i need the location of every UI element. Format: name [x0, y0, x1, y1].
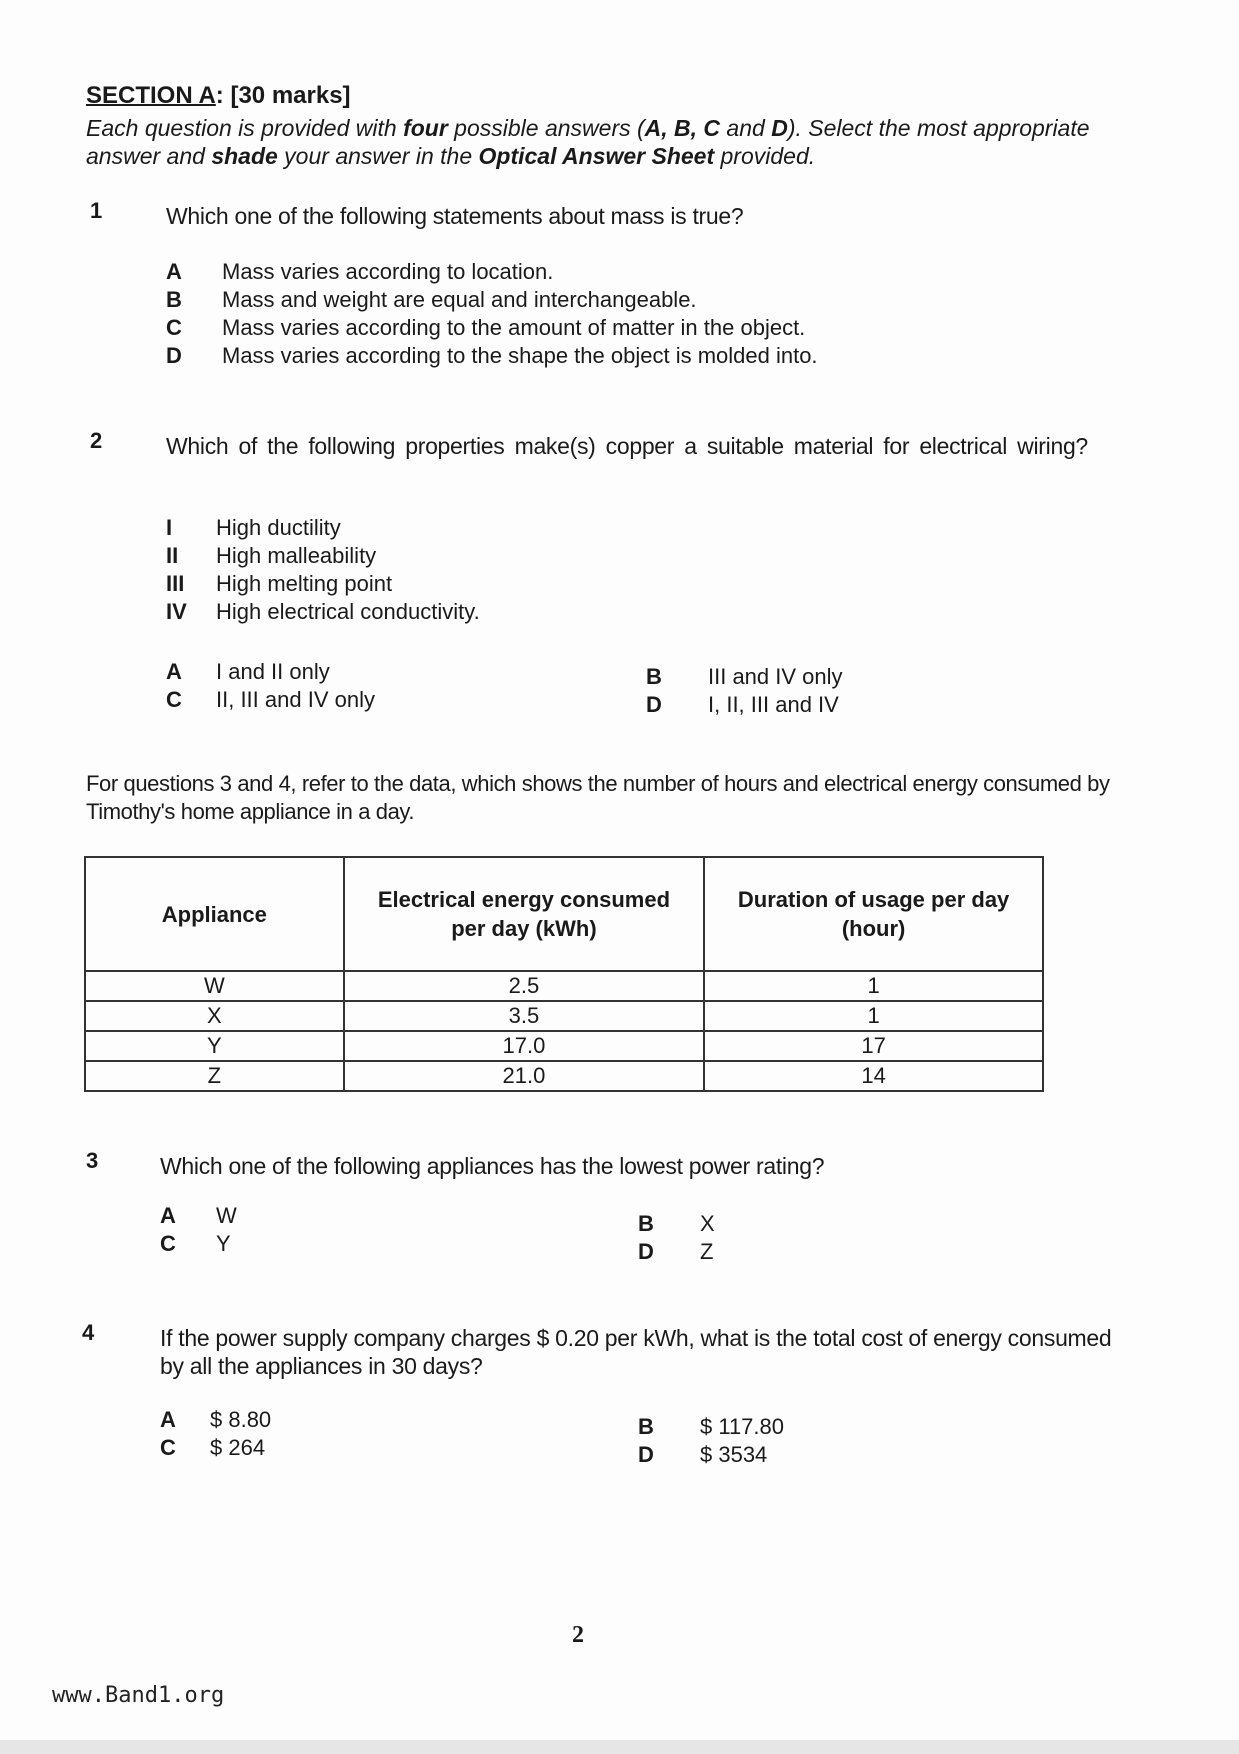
question-2-text: Which of the following properties make(s) copper a suitable material for electrical wiring?: [166, 433, 1088, 459]
option-text: I and II only: [216, 659, 330, 684]
table-row: [85, 971, 1043, 1001]
options-right-column: [638, 1210, 1118, 1266]
header-duration: Duration of usage per day (hour): [704, 857, 1043, 971]
option-letter: C: [160, 1435, 176, 1460]
data-intro: For questions 3 and 4, refer to the data, which shows the number of hours and electrical energy consumed by Timothy's home appliance in a day.: [86, 771, 1110, 824]
instr-bold: D: [771, 115, 788, 141]
option-text: II, III and IV only: [216, 687, 375, 712]
section-title: [86, 82, 351, 110]
options-left-column: [160, 1406, 638, 1469]
instr-text: and: [720, 115, 772, 141]
instr-bold: four: [403, 115, 448, 141]
option-a[interactable]: [160, 1406, 638, 1434]
question-1-text: Which one of the following statements about mass is true?: [166, 203, 744, 229]
option-c[interactable]: [166, 314, 818, 342]
section-marks: : [30 marks]: [215, 82, 351, 109]
option-text: Y: [216, 1231, 231, 1256]
cell-appliance: Z: [85, 1061, 344, 1091]
option-letter: A: [166, 259, 182, 284]
statement-numeral: III: [166, 571, 185, 596]
option-letter: B: [646, 664, 662, 689]
options-left-column: [166, 658, 646, 719]
section-label: SECTION A: [86, 82, 216, 109]
cell-energy: 17.0: [344, 1031, 705, 1061]
statement-numeral: I: [166, 515, 173, 540]
statement-ii: [166, 542, 480, 570]
options-left-column: [160, 1202, 638, 1266]
question-2-statements: [166, 514, 480, 626]
option-a[interactable]: [166, 258, 818, 286]
question-4-options: [160, 1406, 1118, 1469]
instr-text: your answer in the: [277, 143, 479, 169]
header-appliance: Appliance: [85, 857, 344, 971]
instr-text: possible answers (: [447, 115, 645, 141]
cell-energy: 2.5: [344, 971, 705, 1001]
option-text: I, II, III and IV: [708, 692, 839, 717]
question-2-options: [166, 658, 1126, 719]
option-text: Z: [700, 1239, 714, 1264]
instr-text: provided.: [714, 143, 816, 169]
option-letter: A: [160, 1203, 176, 1228]
option-a[interactable]: [166, 658, 646, 686]
option-d[interactable]: [166, 342, 818, 370]
watermark-link[interactable]: www.Band1.org: [52, 1683, 225, 1708]
instr-bold: A, B, C: [644, 115, 721, 141]
question-3-number: 3: [86, 1148, 99, 1173]
option-text: Mass varies according to location.: [222, 259, 554, 284]
option-text: III and IV only: [708, 664, 843, 689]
header-energy: Electrical energy consumed per day (kWh): [344, 857, 705, 971]
option-text: X: [700, 1211, 715, 1236]
instr-bold: Optical Answer Sheet: [478, 143, 715, 169]
option-text: Mass and weight are equal and interchangeable.: [222, 287, 697, 312]
table-header-row: [85, 857, 1043, 971]
statement-iv: [166, 598, 480, 626]
question-1-number: 1: [90, 198, 103, 223]
option-text: Mass varies according to the amount of matter in the object.: [222, 315, 806, 340]
option-b[interactable]: [638, 1413, 1118, 1441]
instr-bold: shade: [211, 143, 278, 169]
option-letter: C: [166, 315, 182, 340]
option-text: $ 8.80: [210, 1407, 272, 1432]
cell-duration: 17: [704, 1031, 1043, 1061]
cell-duration: 1: [704, 1001, 1043, 1031]
option-letter: D: [638, 1442, 654, 1467]
cell-duration: 1: [704, 971, 1043, 1001]
option-d[interactable]: [638, 1441, 1118, 1469]
option-letter: D: [646, 692, 662, 717]
statement-numeral: II: [166, 543, 179, 568]
option-letter: B: [638, 1414, 654, 1439]
option-letter: A: [160, 1407, 176, 1432]
cell-energy: 21.0: [344, 1061, 705, 1091]
option-b[interactable]: [638, 1210, 1118, 1238]
options-right-column: [646, 663, 1126, 719]
page-number: 2: [572, 1622, 584, 1648]
option-text: $ 264: [210, 1435, 266, 1460]
instr-text: Each question is provided with: [86, 115, 404, 141]
cell-duration: 14: [704, 1061, 1043, 1091]
statement-text: High electrical conductivity.: [216, 599, 480, 624]
option-a[interactable]: [160, 1202, 638, 1230]
option-letter: B: [166, 287, 182, 312]
question-4-text: If the power supply company charges $ 0.20 per kWh, what is the total cost of energy consumed by all the appliances in 30 days?: [160, 1325, 1112, 1379]
option-c[interactable]: [160, 1434, 638, 1462]
option-letter: A: [166, 659, 182, 684]
appliance-data-table: [84, 856, 1044, 1092]
cell-appliance: W: [85, 971, 344, 1001]
instr-text: ). Select the most appropriate answer and: [86, 115, 1090, 169]
section-instructions: [86, 114, 1096, 170]
options-right-column: [638, 1413, 1118, 1469]
option-b[interactable]: [646, 663, 1126, 691]
question-3-options: [160, 1202, 1118, 1266]
statement-text: High malleability: [216, 543, 377, 568]
option-text: $ 3534: [700, 1442, 768, 1467]
statement-numeral: IV: [166, 599, 187, 624]
statement-text: High melting point: [216, 571, 393, 596]
option-letter: C: [166, 687, 182, 712]
option-letter: C: [160, 1231, 176, 1256]
table-row: [85, 1061, 1043, 1091]
option-c[interactable]: [166, 686, 646, 714]
table-row: [85, 1031, 1043, 1061]
table-row: [85, 1001, 1043, 1031]
option-letter: D: [166, 343, 182, 368]
question-4-number: 4: [82, 1320, 95, 1345]
option-d[interactable]: [646, 691, 1126, 719]
option-c[interactable]: [160, 1230, 638, 1258]
statement-text: High ductility: [216, 515, 341, 540]
cell-appliance: X: [85, 1001, 344, 1031]
cell-appliance: Y: [85, 1031, 344, 1061]
option-d[interactable]: [638, 1238, 1118, 1266]
option-text: Mass varies according to the shape the object is molded into.: [222, 343, 818, 368]
option-b[interactable]: [166, 286, 818, 314]
question-3-text: Which one of the following appliances has the lowest power rating?: [160, 1153, 825, 1179]
option-text: $ 117.80: [700, 1414, 785, 1439]
option-text: W: [216, 1203, 237, 1228]
question-1-options: [166, 258, 818, 370]
statement-iii: [166, 570, 480, 598]
option-letter: B: [638, 1211, 654, 1236]
statement-i: [166, 514, 480, 542]
scan-edge: [0, 1740, 1239, 1754]
question-2-number: 2: [90, 428, 103, 453]
cell-energy: 3.5: [344, 1001, 705, 1031]
option-letter: D: [638, 1239, 654, 1264]
